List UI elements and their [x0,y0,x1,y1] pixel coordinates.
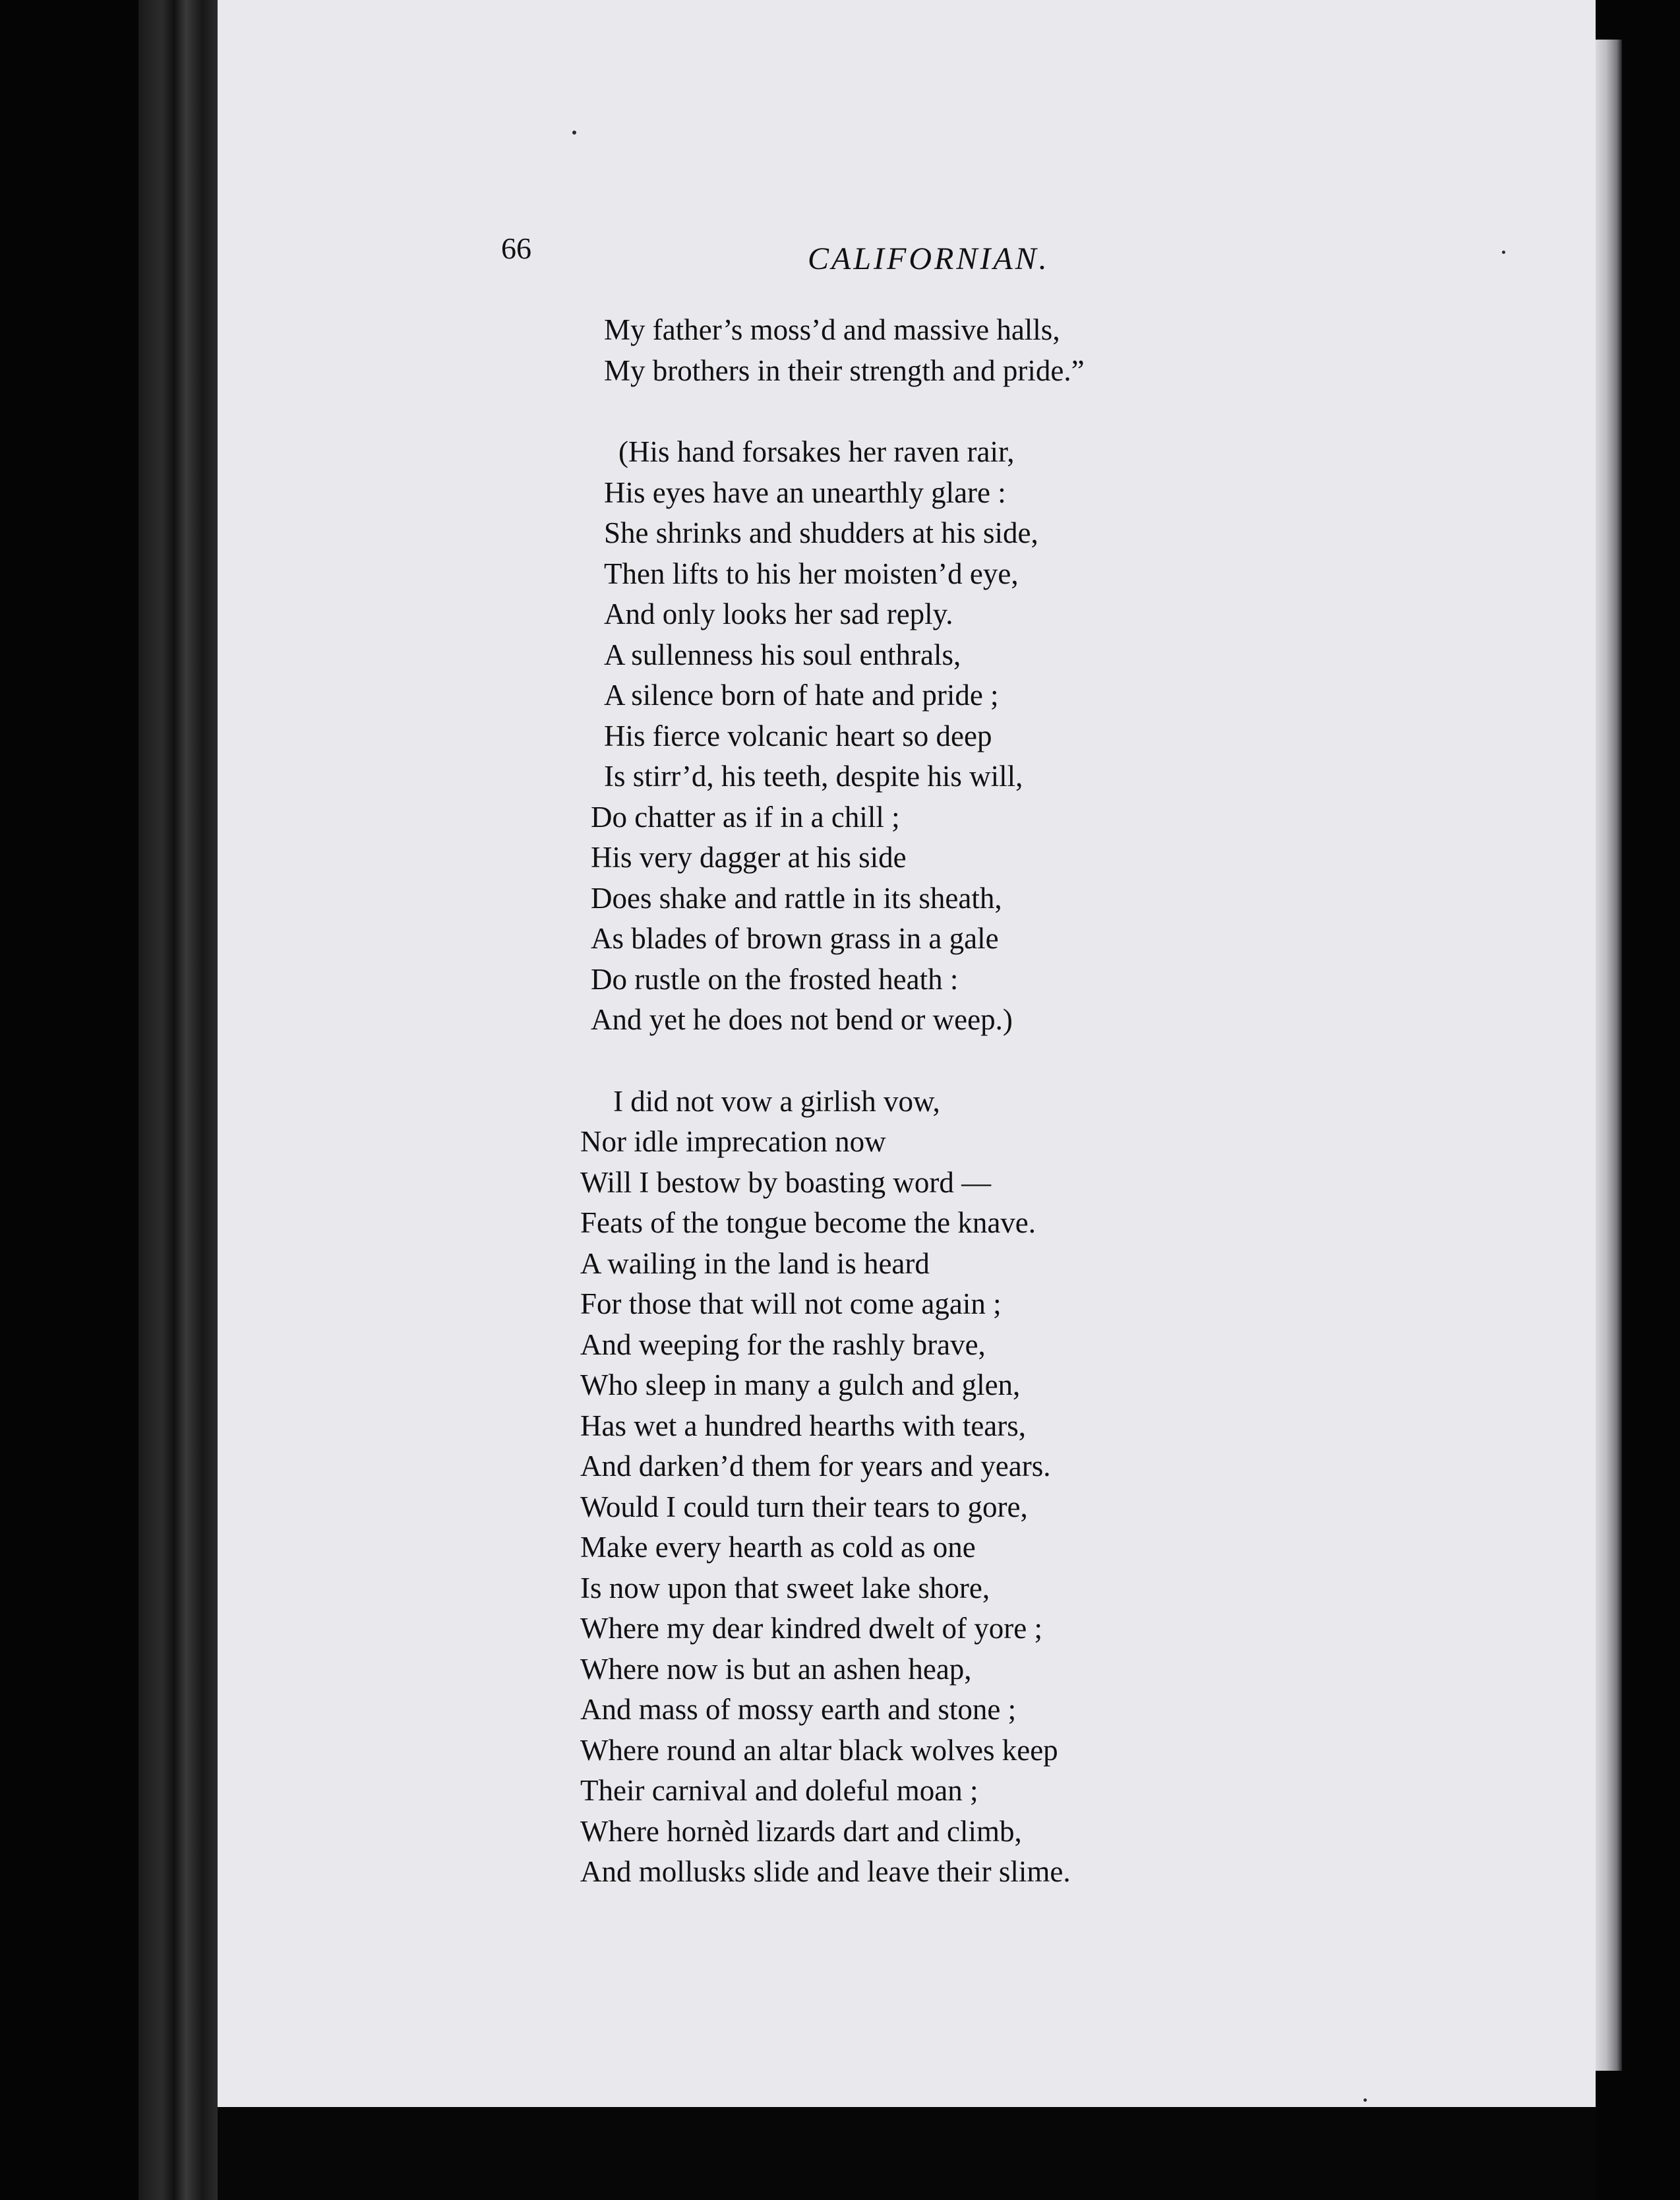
poem-line: Is stirr’d, his teeth, despite his will, [604,760,1023,793]
ink-speck [1364,2098,1367,2102]
stanza [580,432,1240,1041]
poem-line: Is now upon that sweet lake shore, [580,1571,990,1604]
left-page-stack [138,0,218,2200]
ink-speck [572,131,576,135]
poem-line: My father’s moss’d and massive halls, [604,313,1060,346]
poem-line: His very dagger at his side [591,841,907,874]
poem-line: His fierce volcanic heart so deep [604,719,992,752]
poem-line: His eyes have an unearthly glare : [604,475,1006,509]
poem-line: Where my dear kindred dwelt of yore ; [580,1612,1042,1645]
running-head: CALIFORNIAN. [808,241,1050,276]
poem-line: Has wet a hundred hearths with tears, [580,1409,1027,1442]
poem-line: And darken’d them for years and years. [580,1450,1051,1482]
page-number: 66 [501,231,531,265]
poem-line: A sullenness his soul enthrals, [604,638,961,671]
poem-line: And weeping for the rashly brave, [580,1328,986,1361]
ink-speck [1502,251,1505,254]
poem-line: And mollusks slide and leave their slime. [580,1855,1071,1888]
poem-line: And yet he does not bend or weep.) [591,1003,1013,1036]
poem-line: Feats of the tongue become the knave. [580,1206,1036,1239]
poem-line: Who sleep in many a gulch and glen, [580,1368,1021,1401]
stanza [580,1082,1240,1893]
poem-line: And mass of mossy earth and stone ; [580,1693,1017,1726]
poem-line: A wailing in the land is heard [580,1246,930,1280]
poem-line: For those that will not come again ; [580,1287,1002,1320]
poem-line: Their carnival and doleful moan ; [580,1774,978,1807]
poem-line: Where now is but an ashen heap, [580,1652,972,1686]
poem-line: Where hornèd lizards dart and climb, [580,1814,1022,1848]
poem-line: A silence born of hate and pride ; [604,679,999,712]
poem-line: I did not vow a girlish vow, [613,1084,940,1118]
poem-line: And only looks her sad reply. [604,597,953,630]
poem-line: Nor idle imprecation now [580,1125,886,1158]
poem-line: She shrinks and shudders at his side, [604,516,1038,549]
poem-line: (His hand forsakes her raven rair, [618,435,1015,468]
poem-line: Does shake and rattle in its sheath, [591,881,1002,915]
poem-line: Would I could turn their tears to gore, [580,1490,1028,1523]
right-book-edge [1596,0,1680,2200]
poem-line: Will I bestow by boasting word — [580,1165,992,1199]
poem-line: Do chatter as if in a chill ; [591,800,900,834]
poem-text [580,310,1240,1934]
poem-line: Where round an altar black wolves keep [580,1733,1058,1767]
poem-line: Then lifts to his her moisten’d eye, [604,557,1019,590]
stanza [580,310,1240,391]
poem-line: Make every hearth as cold as one [580,1531,976,1564]
bottom-book-edge [218,2107,1596,2200]
right-page-stack [1596,40,1622,2071]
poem-line: As blades of brown grass in a gale [591,922,999,955]
poem-line: Do rustle on the frosted heath : [591,962,959,996]
left-book-edge [0,0,218,2200]
poem-line: My brothers in their strength and pride.” [604,353,1085,387]
